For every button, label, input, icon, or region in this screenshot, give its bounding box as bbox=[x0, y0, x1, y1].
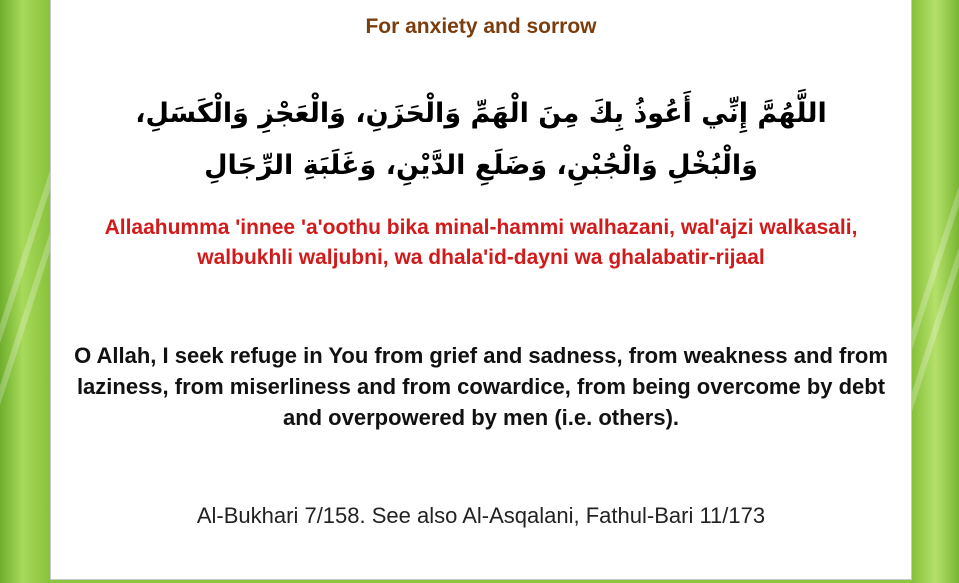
transliteration-text: Allaahumma 'innee 'a'oothu bika minal-hammi walhazani, wal'ajzi walkasali, walbukhli waljubni, wa dhala'id-dayni wa ghalabatir-rijaal bbox=[104, 216, 858, 269]
dua-title: For anxiety and sorrow bbox=[365, 15, 597, 38]
arabic-text: اللَّهُمَّ إِنِّي أَعُوذُ بِكَ مِنَ الْهَمِّ وَالْحَزَنِ، وَالْعَجْزِ وَالْكَسَلِ، وَالْبُخْلِ وَالْجُبْنِ، وَضَلَعِ الدَّيْنِ، وَغَلَبَةِ الرِّجَالِ bbox=[135, 98, 827, 181]
right-background-panel bbox=[912, 0, 959, 583]
reference-citation: Al-Bukhari 7/158. See also Al-Asqalani, Fathul-Bari 11/173 bbox=[196, 503, 766, 528]
left-background-panel bbox=[0, 0, 50, 583]
dua-card bbox=[50, 0, 912, 580]
translation-text: O Allah, I seek refuge in You from grief and sadness, from weakness and from laziness, from miserliness and from cowardice, from being overcome by debt and overpowered by men (i.e. others). bbox=[74, 343, 888, 430]
